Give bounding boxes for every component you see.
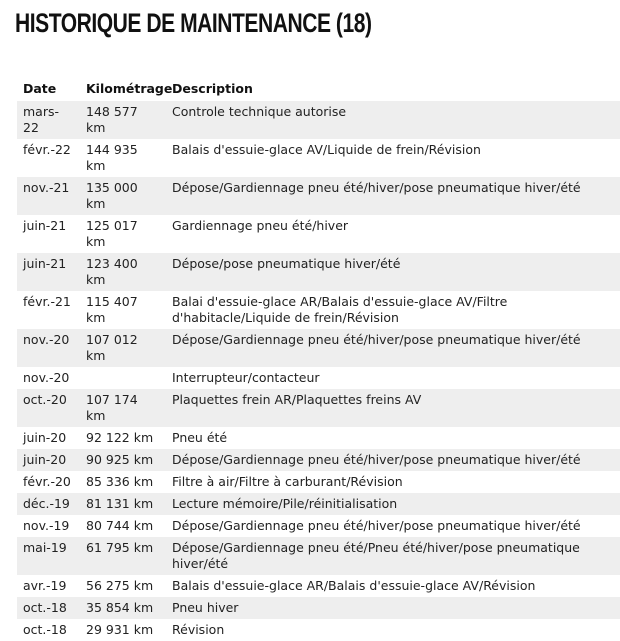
cell-description: Balai d'essuie-glace AR/Balais d'essuie-glace AV/Filtre d'habitacle/Liquide de frein/Révision	[166, 291, 620, 329]
cell-description: Dépose/Gardiennage pneu été/hiver/pose pneumatique hiver/été	[166, 177, 620, 215]
cell-date: mars-22	[17, 101, 80, 139]
cell-description: Pneu été	[166, 427, 620, 449]
cell-date: oct.-20	[17, 389, 80, 427]
cell-date: févr.-20	[17, 471, 80, 493]
cell-date: nov.-20	[17, 367, 80, 389]
cell-km: 144 935 km	[80, 139, 166, 177]
page-title: HISTORIQUE DE MAINTENANCE (18)	[15, 8, 372, 38]
table-row	[17, 253, 620, 291]
cell-date: juin-21	[17, 253, 80, 291]
cell-km: 107 174 km	[80, 389, 166, 427]
cell-description: Controle technique autorise	[166, 101, 620, 139]
cell-date: oct.-18	[17, 619, 80, 641]
cell-km: 35 854 km	[80, 597, 166, 619]
table-row	[17, 389, 620, 427]
cell-description: Dépose/Gardiennage pneu été/hiver/pose pneumatique hiver/été	[166, 515, 620, 537]
cell-date: juin-21	[17, 215, 80, 253]
cell-date: juin-20	[17, 427, 80, 449]
cell-description: Dépose/pose pneumatique hiver/été	[166, 253, 620, 291]
cell-km: 148 577 km	[80, 101, 166, 139]
table-row	[17, 427, 620, 449]
cell-km: 135 000 km	[80, 177, 166, 215]
cell-description: Pneu hiver	[166, 597, 620, 619]
cell-km: 61 795 km	[80, 537, 166, 575]
table-row	[17, 575, 620, 597]
maintenance-history-table	[17, 77, 620, 641]
cell-description: Balais d'essuie-glace AR/Balais d'essuie-glace AV/Révision	[166, 575, 620, 597]
table-row	[17, 471, 620, 493]
cell-description: Filtre à air/Filtre à carburant/Révision	[166, 471, 620, 493]
cell-date: juin-20	[17, 449, 80, 471]
table-header-row	[17, 77, 620, 101]
cell-description: Balais d'essuie-glace AV/Liquide de frein/Révision	[166, 139, 620, 177]
cell-km: 92 122 km	[80, 427, 166, 449]
table-row	[17, 101, 620, 139]
table-row	[17, 367, 620, 389]
cell-description: Gardiennage pneu été/hiver	[166, 215, 620, 253]
cell-date: févr.-22	[17, 139, 80, 177]
cell-km: 85 336 km	[80, 471, 166, 493]
cell-description: Dépose/Gardiennage pneu été/Pneu été/hiver/pose pneumatique hiver/été	[166, 537, 620, 575]
cell-description: Dépose/Gardiennage pneu été/hiver/pose pneumatique hiver/été	[166, 449, 620, 471]
table-row	[17, 449, 620, 471]
cell-description: Plaquettes frein AR/Plaquettes freins AV	[166, 389, 620, 427]
cell-date: nov.-20	[17, 329, 80, 367]
column-header-date: Date	[23, 81, 57, 96]
cell-date: avr.-19	[17, 575, 80, 597]
cell-description: Interrupteur/contacteur	[166, 367, 620, 389]
cell-km: 81 131 km	[80, 493, 166, 515]
table-row	[17, 291, 620, 329]
table-row	[17, 177, 620, 215]
cell-km	[80, 367, 166, 389]
cell-date: févr.-21	[17, 291, 80, 329]
table-body	[17, 101, 620, 641]
cell-km: 107 012 km	[80, 329, 166, 367]
cell-date: mai-19	[17, 537, 80, 575]
table-row	[17, 537, 620, 575]
column-header-description: Description	[172, 81, 253, 96]
cell-km: 115 407 km	[80, 291, 166, 329]
table-row	[17, 597, 620, 619]
cell-km: 29 931 km	[80, 619, 166, 641]
cell-km: 125 017 km	[80, 215, 166, 253]
cell-date: oct.-18	[17, 597, 80, 619]
column-header-km: Kilométrage	[86, 81, 173, 96]
cell-date: nov.-21	[17, 177, 80, 215]
cell-km: 123 400 km	[80, 253, 166, 291]
cell-date: nov.-19	[17, 515, 80, 537]
cell-km: 56 275 km	[80, 575, 166, 597]
cell-km: 90 925 km	[80, 449, 166, 471]
cell-description: Révision	[166, 619, 620, 641]
table-row	[17, 139, 620, 177]
cell-km: 80 744 km	[80, 515, 166, 537]
table-row	[17, 329, 620, 367]
table-row	[17, 215, 620, 253]
table-row	[17, 515, 620, 537]
table-row	[17, 493, 620, 515]
cell-date: déc.-19	[17, 493, 80, 515]
cell-description: Dépose/Gardiennage pneu été/hiver/pose pneumatique hiver/été	[166, 329, 620, 367]
table-row	[17, 619, 620, 641]
cell-description: Lecture mémoire/Pile/réinitialisation	[166, 493, 620, 515]
